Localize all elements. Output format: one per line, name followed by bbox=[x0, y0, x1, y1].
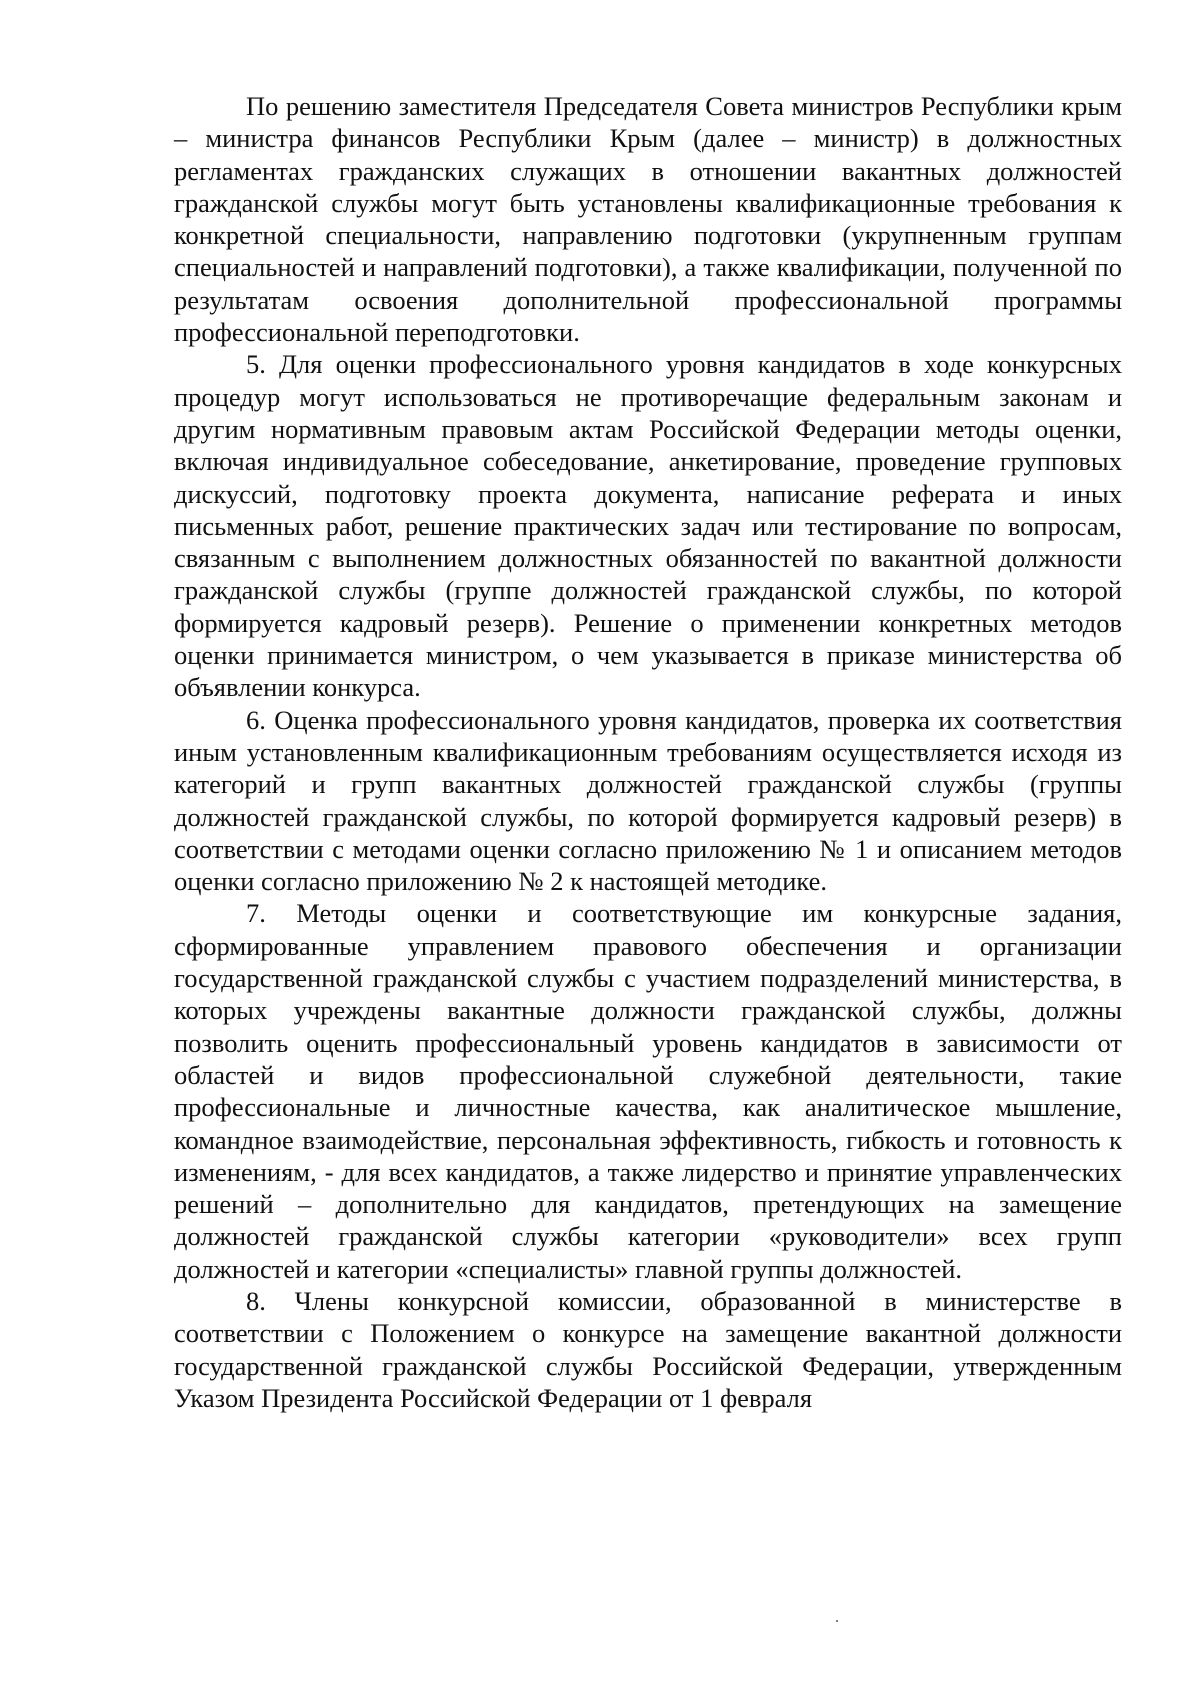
paragraph-5: 5. Для оценки профессионального уровня кандидатов в ходе конкурсных процедур могут использоваться не противоречащие федеральным законам и другим нормативным правовым актам Российской Федерации методы оценки, включая индивидуальное собеседование, анкетирование, проведение групповых дискуссий, подготовку проекта документа, написание реферата и иных письменных работ, решение практических задач или тестирование по вопросам, связанным с выполнением должностных обязанностей по вакантной должности гражданской службы (группе должностей гражданской службы, по которой формируется кадровый резерв). Решение о применении конкретных методов оценки принимается министром, о чем указывается в приказе министерства об объявлении конкурса. bbox=[174, 349, 1122, 703]
paragraph-intro: По решению заместителя Председателя Совета министров Республики крым – министра финансов Республики Крым (далее – министр) в должностных регламентах гражданских служащих в отношении вакантных должностей гражданской службы могут быть установлены квалификационные требования к конкретной специальности, направлению подготовки (укрупненным группам специальностей и направлений подготовки), а также квалификации, полученной по результатам освоения дополнительной профессиональной программы профессиональной переподготовки. bbox=[174, 91, 1122, 348]
scan-speck bbox=[836, 1620, 838, 1622]
paragraph-6: 6. Оценка профессионального уровня кандидатов, проверка их соответствия иным установленным квалификационным требованиям осуществляется исходя из категорий и групп вакантных должностей гражданской службы (группы должностей гражданской службы, по которой формируется кадровый резерв) в соответствии с методами оценки согласно приложению № 1 и описанием методов оценки согласно приложению № 2 к настоящей методике. bbox=[174, 704, 1122, 897]
paragraph-8: 8. Члены конкурсной комиссии, образованной в министерстве в соответствии с Положением о конкурсе на замещение вакантной должности государственной гражданской службы Российской Федерации, утвержденным Указом Президента Российской Федерации от 1 февраля bbox=[174, 1285, 1122, 1413]
document-body bbox=[174, 90, 1122, 1414]
paragraph-7: 7. Методы оценки и соответствующие им конкурсные задания, сформированные управлением правового обеспечения и организации государственной гражданской службы с участием подразделений министерства, в которых учреждены вакантные должности гражданской службы, должны позволить оценить профессиональный уровень кандидатов в зависимости от областей и видов профессиональной служебной деятельности, такие профессиональные и личностные качества, как аналитическое мышление, командное взаимодействие, персональная эффективность, гибкость и готовность к изменениям, - для всех кандидатов, а также лидерство и принятие управленческих решений – дополнительно для кандидатов, претендующих на замещение должностей гражданской службы категории «руководители» всех групп должностей и категории «специалисты» главной группы должностей. bbox=[174, 898, 1122, 1284]
